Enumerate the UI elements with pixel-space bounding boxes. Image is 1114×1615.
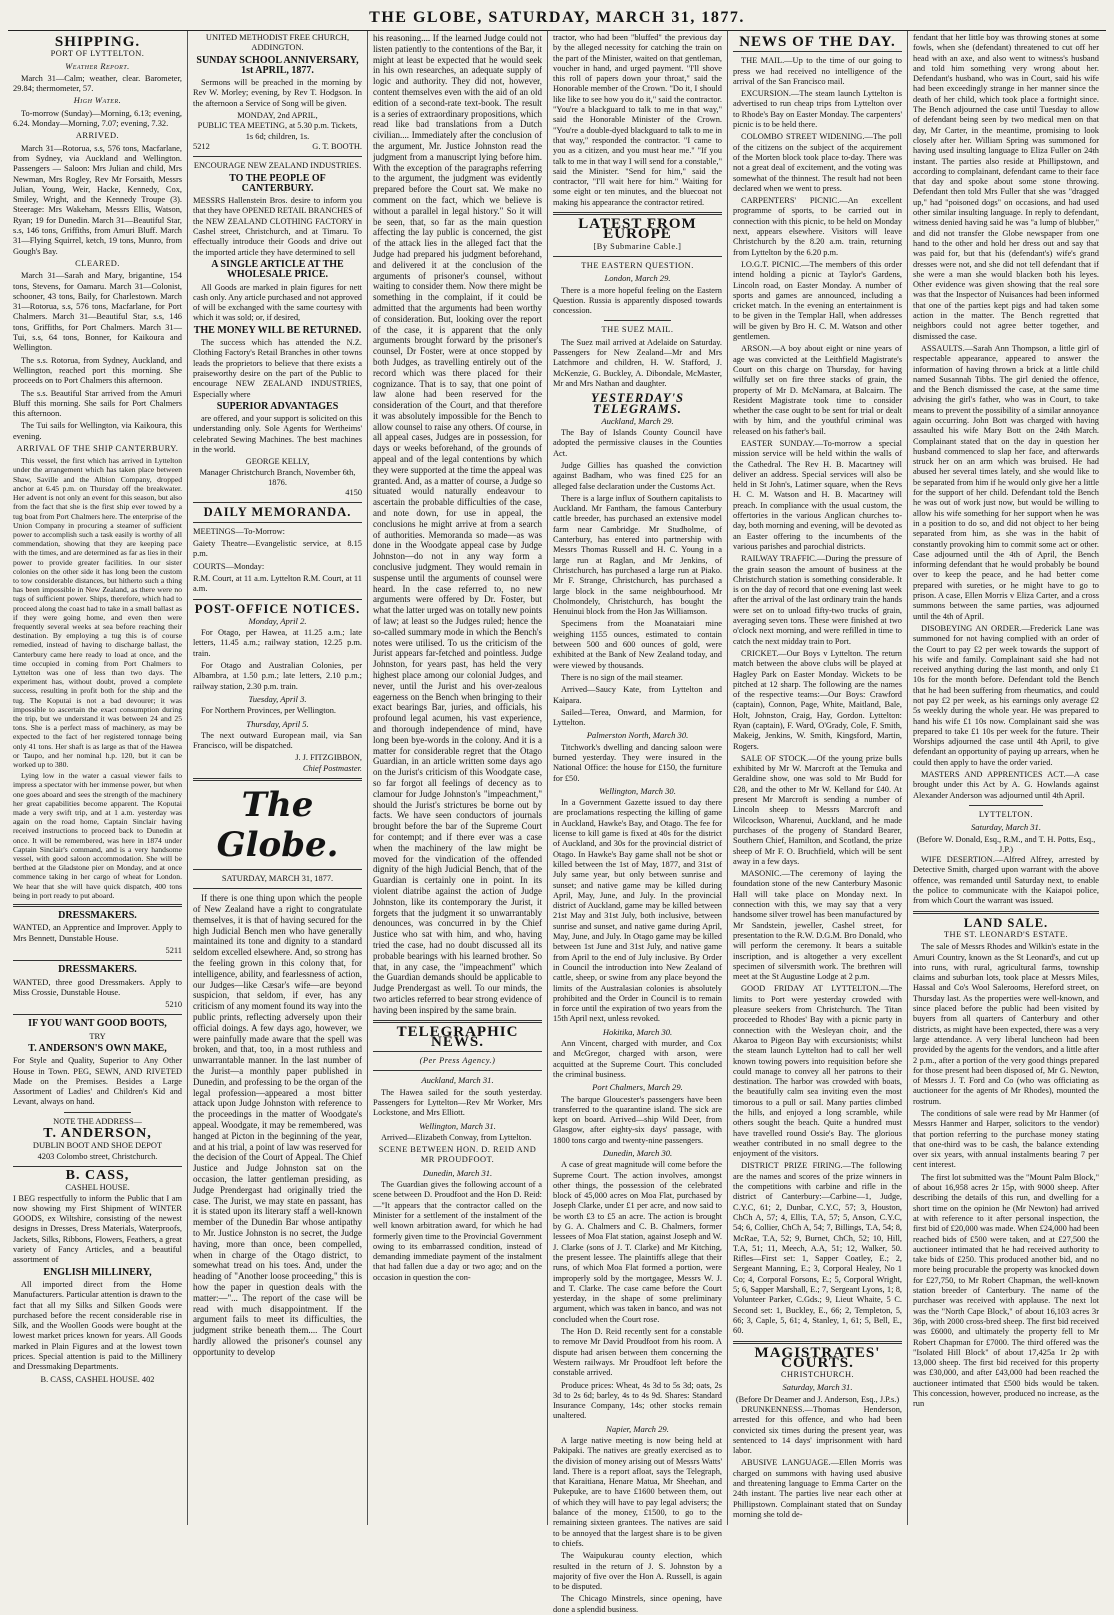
tea-number: 5212	[193, 141, 210, 151]
yest-6: Arrived—Saucy Kate, from Lyttelton and Kaipara.	[553, 685, 722, 705]
divider	[733, 51, 902, 52]
land-sale-2: The conditions of sale were read by Mr Hanmer (of Messrs Hanmer and Harper, solicitors to the vendor) that portion referring to the purchase money stating that one-third was to be cash, the balance extending over six years, with annual instalments bearing 7 per cent interest.	[913, 1108, 1099, 1170]
divider	[969, 805, 1043, 806]
eastern-heading: THE EASTERN QUESTION.	[581, 260, 694, 270]
boots-ad-text: For Style and Quality, Superior to Any Other House in Town. PEG, SEWN, AND RIVETED Made on the Premises. Besides a Large Assortment of Ladies' and Children's Kid and Levant, always on hand.	[13, 1056, 182, 1107]
dunedin-date-2: Dunedin, March 30.	[602, 1147, 673, 1158]
st-leonards-heading: THE ST. LEONARD'S ESTATE.	[943, 929, 1069, 939]
napier-text: A large native meeting is now being held at Pakipaki. The natives are greatly exercised as to the division of money arising out of Messrs Watts' land. There is a report afloat, says the Telegraph, that Karaitiana, Henare Matua, Mr Sheehan, and Pukepuke, are to have £1600 between them, out of which they will have to pay legal advisers; the balance of the money, £1500, to go to the remaining sixteen grantees. The natives are said to be annoyed that the largest share is to be given to chiefs.	[553, 1436, 722, 1548]
magistrates-heading: MAGISTRATES' COURTS.	[754, 1344, 881, 1371]
anderson-depot: DUBLIN BOOT AND SHOE DEPOT	[32, 1141, 163, 1151]
sunday-school-title: SUNDAY SCHOOL ANNIVERSARY, 1st APRIL, 1877.	[196, 54, 359, 76]
encourage-text-4: are offered, and your support is solicited on this understanding only. Sole Agents for Wertheims' celebrated Sewing Machines. The best machines in the world.	[193, 414, 362, 454]
arrived-text: March 31—Rotorua, s.s, 576 tons, Macfarlane, from Sydney, via Auckland and Wellington. Passengers — Saloon: Mrs Julian and child, Mrs Newman, Mrs Rogley, Rev Mr Forsaith, Messrs Julian, Young, Weir, Hacke, Kennedy, Cox, Smiley, Wright, and the Kennedy Troupe (3). Steerage: Mrs Wakeham, Messrs Ellis, Watson, Ryan; 19 for Dunedin. March 31—Beautiful Star, s.s, 146 tons, Griffiths, from Amuri Bluff. March 31—Flying Squirrel, ketch, 19 tons, Munro, from Gough's Bay.	[13, 143, 182, 256]
divider	[373, 1051, 542, 1052]
shipping-note-3: The Tui sails for Wellington, via Kaikoura, this evening.	[13, 421, 182, 441]
hokitika-text: Ann Vincent, charged with murder, and Cox and McGregor, charged with arson, were acquitted at the Supreme Court. This concluded the criminal business.	[553, 1039, 722, 1079]
lyttelton-date: Saturday, March 31.	[970, 822, 1042, 833]
dressmakers-ad-1-text: WANTED, an Apprentice and Improver. Apply to Mrs Bennett, Dunstable House.	[13, 923, 182, 943]
shipping-note-2: The s.s. Beautiful Star arrived from the Amuri Bluff this morning. She sails for Port Chalmers this afternoon.	[13, 388, 182, 419]
telegraphic-sub: (Per Press Agency.)	[419, 1056, 496, 1066]
memoranda-heading: DAILY MEMORANDA.	[203, 505, 352, 520]
post-date-1: Monday, April 2.	[248, 615, 307, 626]
scene-heading: SCENE BETWEEN HON. D. REID AND MR PROUDFOOT.	[378, 1145, 537, 1165]
telegraphic-heading: TELEGRAPHIC NEWS.	[396, 1023, 519, 1050]
divider	[193, 869, 362, 870]
wellington-date: Wellington, March 31.	[419, 1120, 496, 1131]
wellington-text-2: In a Government Gazette issued to day there are proclamations respecting the killing of game in Auckland, Hawke's Bay, and Otago. The fee for license to kill game is fixed at 40s for the district of Auckland, and 30s for the provincial district of Otago. In Hawke's Bay game shall not be shot or killed between the 1st of May, 1877, and 31st of July same year, but only between sunrise and sunset; and native game may be killed during April, May, June, and July. In the provincial district of Auckland, game may be killed between 21st May and 31st July, both inclusive, between sunrise and sunset, and native game during April, May, June, and July. In Otago game may be killed between 1st June and 31st July, and native game from April to the end of July inclusive. By Order in Council the introduction into New Zealand of cattle, sheep, or swine from any place beyond the limits of the Australasian colonies is absolutely prohibited and the Order in Council is to remain in force until the expiration of two years from the 15th April next, unless revoked.	[553, 798, 722, 1024]
news-railway: RAILWAY TRAFFIC.—During the pressure of the grain season the amount of business at the Christchurch station is something considerable. It is on the day of record that one evening last week after the arrival of the last ordinary train the hands were set on to unload fifty-two trucks of grain, averaging seven tons. These were finished at two o'clock next morning, and were refilled in time to catch the next midday train to Port.	[733, 554, 902, 646]
column-1	[8, 31, 188, 1525]
dunedin-text-2: The Hon D. Reid recently sent for a constable to remove Mr David Proudfoot from his room. A dispute had arisen between them concerning the Western railways. Mr Proudfoot left before the constable arrived.	[553, 1327, 722, 1378]
memo-meetings: MEETINGS—To-Morrow:	[193, 526, 285, 536]
kelly-name: GEORGE KELLY,	[245, 457, 310, 467]
columns	[8, 31, 1106, 1614]
dressmakers-ad-2-title: DRESSMAKERS.	[58, 964, 137, 976]
shipping-heading: SHIPPING.	[54, 34, 141, 50]
post-date-2: Tuesday, April 3.	[248, 693, 307, 704]
port-chalmers-text: The barque Gloucester's passengers have been transferred to the quarantine island. The sick are kept on board. Arrived—ship Wild Deer, from Glasgow, after eighty-six days' passage, with 1800 tons cargo and twenty-nine passengers.	[553, 1094, 722, 1145]
cleared-heading: CLEARED.	[75, 258, 120, 268]
yest-4: Specimens from the Moanataiari mine weighing 1155 ounces, estimated to contain between 500 and 600 ounces of gold, were exhibited at the Bank of New Zealand today, and were viewed by thousands.	[553, 619, 722, 670]
column-2	[188, 31, 368, 1525]
eastern-text: There is a more hopeful feeling on the Eastern Question. Russia is apparently disposed towards concession.	[553, 285, 722, 316]
christchurch-before: (Before Dr Deamer and J. Anderson, Esq., J.P.s.)	[735, 1394, 900, 1404]
auckland-text: The Hawea sailed for the south yesterday. Passengers for Lyttelton—Rev Mr Worker, Mrs Lockstone, and Mrs Elliott.	[373, 1087, 542, 1118]
suez-text: The Suez mail arrived at Adelaide on Saturday. Passengers for New Zealand—Mr and Mrs Latchmore and children, H. W. Stafford, J. McKenzie, G. Buckley, A. Dibondale, McMaster, Mr and Mrs Nathan and daughter.	[553, 337, 722, 388]
news-arson: ARSON.—A boy about eight or nine years of age was convicted at the Leithfield Magistrate's Court on this charge on Thursday, for having wilfully set on fire three stacks of grain, the property of Mr D. McNamara, at Balcairn. The Resident Magistrate took time to consider whether the case ought to be sent for trial or dealt with by him, and the youthful criminal was released on his father's bail.	[733, 344, 902, 436]
divider	[13, 1014, 182, 1015]
cass-number: 402	[141, 1374, 155, 1384]
masthead: THE GLOBE, SATURDAY, MARCH 31, 1877.	[8, 6, 1106, 31]
weather-report: March 31—Calm; weather, clear. Barometer, 29.84; thermometer, 57.	[13, 73, 182, 94]
court-continued: fendant that her little boy was throwing stones at some fowls, when she (defendant) threatened to cut off her head with an axe, and also went to witness's husband and told him something very wrong about her. Defendant's husband, who was in Court, said his wife had been exceedingly strange in her manner since the death of her child, which took place a fortnight since. The Bench adjourned the case until Tuesday to allow of defendant being seen by two medical men on that day, Mr Carter, in the meantime, promising to look closely after her. William Spring was summoned for having used insulting language to Eliza Fuller on 24th instant. The parties also reside at Phillipstown, and according to complainant, defendant came to their face that day and spoke about some stone throwing. Defendant then told Mrs Fuller that she was "dragged up," had "poisoned dogs" on occasions, and had used other similar insulting language. In reply to defendant, witness denied having said he was "a lump of blubber," and did not transfer the Globe newspaper from one hand to the other and hold her dress out and say that was paid for, but that his (defendant's) wife's grand dresses were not, and she did not tell defendant that if she were a man she would blacken both his leyes. Other evidence was given showing that the real sore was that the Inspector of Nuisances had been informed that one of the parties kept pigs and had taken some action in the matter. The Bench regretted that neighbors could not agree better together, and dismissed the case.	[913, 33, 1099, 341]
divider	[373, 1070, 542, 1071]
tea-meeting: PUBLIC TEA MEETING, at 5.30 p.m. Tickets, 1s 6d; children, 1s.	[197, 121, 358, 141]
divider	[604, 320, 672, 321]
post-3: For Northern Provinces, per Wellington.	[201, 706, 337, 716]
divider	[193, 522, 362, 523]
court-assaults: ASSAULTS.—Sarah Ann Thompson, a little girl of respectable appearance, appeared to answer the information of having thrown a brick at a little child named Susannah Tibbs. The girl denied the offence, and the Bench dismissed the case, at the same time advising the girl's father, who was in Court, to take means to prevent the possibility of a similar annoyance again occurring. John Bott was charged with having assaulted his wife Mary Bott on the 24th March. Complainant stated that on the day in question her husband commenced to slap her face, and afterwards struck her on an arm which was bruised. He had abused her several times lately, and she would like to be separated from him if he would only give her a little for the support of her child. Defendant told the Bench he was out of work just now, but would be willing to allow his wife something for her support when he was in a position to do so, and did not object to her being separated from him, as she was in the habit of constantly provoking him to commit some act or other. Case adjourned until the 4th of April, the Bench informing defendant that he would probably be bound over to keep the peace, and he had better come prepared with sureties, or he might have to go to prison. A case, Ellen Morris v Eliza Carter, and a cross summons between the same parties, was adjourned until the 4th of April.	[913, 343, 1099, 621]
sunday-school-text: Sermons will be preached in the morning by Rev W. Morley; evening, by Rev T. Hodgson. In the afternoon a Service of Song will be given.	[193, 78, 362, 108]
divider	[553, 256, 722, 257]
yesterday-heading: YESTERDAY'S TELEGRAMS.	[591, 391, 684, 416]
auckland-date-2: Auckland, March 29.	[601, 415, 674, 426]
land-sale-heading: LAND SALE.	[963, 915, 1049, 930]
dunedin-text-3: Produce prices: Wheat, 4s 3d to 5s 3d; oats, 2s 3d to 2s 6d; barley, 4s to 4s 9d. Shares: Standard Insurance Company, 14s; other stocks remain unaltered.	[553, 1380, 722, 1421]
cable-sub: [By Submarine Cable.]	[593, 241, 682, 251]
palmerston-date: Palmerston North, March 30.	[586, 730, 689, 741]
high-water-text: To-morrow (Sunday)—Morning, 6.13; evening, 6.24. Monday—Morning, 7.07; evening, 7.32.	[13, 108, 182, 129]
hokitika-date: Hokitika, March 30.	[602, 1026, 673, 1037]
post-sign-2: Chief Postmaster.	[302, 763, 362, 773]
port-heading: PORT OF LYTTELTON.	[50, 49, 145, 59]
news-iogt: I.O.G.T. PICNIC.—The members of this order intend holding a picnic at Taylor's Gardens, Lincoln road, on Easter Monday. A number of sports and games are announced, including a cricket match. In the evening an entertainment is to be given in the Templar Hall, when addresses will be given by Bro H. C. M. Watson and other gentlemen.	[733, 259, 902, 342]
news-easter: EASTER SUNDAY.—To-morrow a special mission service will be held within the walls of the Cathedral. The Rev H. B. Macartney will deliver an address. Special services will also be held in St John's, Latimer square, when the Revs H. C. M. Watson and H. B. Macartney will preach. In compliance with the usual custom, the offertories in the various Anglican churches to-day, both morning and evening, will be devoted as an Easter offering to the incumbents of the various parishes and parochial districts.	[733, 438, 902, 551]
canterbury-text: This vessel, the first which has arrived in Lyttelton under the arrangement which has taken place between Shaw, Saville and the Albion Company, dropped anchor at 6.45 p.m. on Thursday off the breakwater. Her advent is not only an event for this season, but also from the fact that she is the first ship ever towed by a tug boat from Port Chalmers here. The enterprise of the Union Company in procuring a steamer of sufficient power to accomplish such a task easily is worthy of all commendation, showing that they are keeping pace with the times, and are determined as far as lies in their power to provide greater facilities. In our sister colonies on the other side it has long been the custom to tow considerable distances, but hitherto such a thing has been impossible in New Zealand, as there were no tugs of sufficient power. Ships, therefore, which had to proceed along the coast had to take in a small ballast as if they were going home, and even then were frequently several weeks at sea before reaching their destination. By employing a tug this is of course remedied, instead of having to discharge ballast, the Canterbury came here ready to load at once, and the time occupied in coming from Port Chalmers to Lyttelton was one of less than two days. The experiment has, without doubt, proved a complete success, resulting in profit both for the ship and the tug. The Koputai is not a bad devourer; it was impossible to ascertain the exact consumption during the trip, but we understand it was between 24 and 25 tons. She is a perfect mass of machinery, as may be expected to the fact of her registered tonnage being only 41 tons. Her shaft is as large as that of the Hawea or Taupo, and her nominal h.p. 120, but it can be worked up to 380.	[13, 456, 182, 769]
cass-text: I BEG respectfully to inform the Public that I am now showing my First Shipment of WINTER GOODS, ex Wiltshire, consisting of the newest designs in Dresses, Dress Materials, Waterproofs, Jackets, Silks, Ribbons, Flowers, Feathers, a great variety of Fancy Articles, and a beautiful assortment of	[13, 1193, 182, 1265]
auckland-date: Auckland, March 31.	[421, 1075, 494, 1086]
canterbury-heading: ARRIVAL OF THE SHIP CANTERBURY.	[16, 443, 179, 453]
money-returned: THE MONEY WILL BE RETURNED.	[193, 324, 362, 336]
tea-signature	[193, 142, 362, 152]
lyttelton-heading: LYTTELTON.	[978, 809, 1034, 819]
single-article: A SINGLE ARTICLE AT THE WHOLESALE PRICE.	[211, 258, 344, 281]
anderson-street: 4203 Colombo street, Christchurch.	[37, 1151, 158, 1161]
column-5	[728, 31, 908, 1525]
encourage-text-2: All Goods are marked in plain figures for nett cash only. Any article purchased and not approved of will be exchanged with the same courtesy with which it was sold; or, if desired,	[193, 282, 362, 323]
palmerston-text: Titchwork's dwelling and dancing saloon were burned yesterday. They were insured in the National Office: the house for £150, the furniture for £50.	[553, 742, 722, 783]
divider	[553, 212, 722, 215]
napier-date: Napier, March 29.	[606, 1423, 669, 1434]
memo-1: Gaiety Theatre—Evangelistic service, at 8.15 p.m.	[193, 539, 362, 559]
yest-5: There is no sign of the mail steamer.	[561, 672, 683, 682]
post-4: The next outward European mail, via San Francisco, will be dispatched.	[193, 730, 362, 751]
divider	[193, 888, 362, 889]
court-masters: MASTERS AND APPRENTICES ACT.—A case brought under this Act by A. G. Howlands against Alexander Anderson was adjourned until 4th April.	[913, 770, 1099, 800]
column-6	[908, 31, 1104, 1525]
cleared-text: March 31—Sarah and Mary, brigantine, 154 tons, Stevens, for Oamaru. March 31—Colonist, schooner, 43 tons, Baily, for Charlestown. March 31—Rotorua, s.s, 576 tons, Macfarlane, for Port Chalmers. March 31—Beautiful Star, s.s, 146 tons, Griffiths, for Port Chalmers. March 31—Tui, s.s, 64 tons, Bonner, for Kaikoura and Wellington.	[13, 271, 182, 353]
divider	[913, 911, 1099, 914]
memo-2: R.M. Court, at 11 a.m. Lyttelton R.M. Court, at 11 a.m.	[193, 573, 362, 594]
court-disobeying: DISOBEYING AN ORDER.—Frederick Lane was summoned for not having complied with an order of the Court to pay £2 per week towards the support of his wife and family. Complainant said she had not received anything during the last month, and only £1 10s for the month before. Defendant told the Bench that he had been suffering from rheumatics, and could not pay £2 per week, as his earnings only average £2 5s weekly during the whole year. He was prepared to hand his wife £1 10s now. Complainant said she was prepared to take £1 10s per week for the future. Their Worships adjourned the case until 4th April, to give defendant an opportunity of paying up arrears, when he could then apply to have the order varied.	[913, 623, 1099, 767]
wellington-date-2: Wellington, March 30.	[599, 785, 676, 796]
news-mail: THE MAIL.—Up to the time of our going to press we had received no intelligence of the arrival of the San Francisco mail.	[733, 56, 902, 86]
news-carpenters: CARPENTERS' PICNIC.—An excellent programme of sports, to be carried out in connection with this picnic, to be held on Monday next, appears elsewhere. Visitors will leave Christchurch by the 8.20 a.m. train, returning from Lyttelton by the 6.20 p.m.	[733, 196, 902, 257]
divider	[13, 1166, 182, 1167]
post-1: For Otago, per Hawea, at 11.25 a.m.; late letters, 11.45 a.m.; railway station, 12.25 p.m. train.	[193, 628, 362, 658]
court-abusive: ABUSIVE LANGUAGE.—Ellen Morris was charged on summons with having used abusive and threatening language to Emma Carter on the 24th instant. The parties live near each other at Phillipstown. Complainant stated that on Sunday morning she told de-	[733, 1458, 902, 1519]
kelly-title: Manager Christchurch Branch, November 6th, 1876.	[199, 467, 356, 487]
napier-text-3: The Chicago Minstrels, since opening, have done a splendid business.	[553, 1594, 722, 1614]
yest-1: The Bay of Islands County Council have adopted the permissive clauses in the Counties Act.	[553, 428, 722, 458]
globe-date: SATURDAY, MARCH 31, 1877.	[221, 874, 334, 883]
news-colombo: COLOMBO STREET WIDENING.—The poll of the citizens on the subject of the acquirement of the Morten block took place to-day. There was not a great deal of excitement, and the voting was somewhat of the thinnest. The result had not been declared when we went to press.	[733, 132, 902, 193]
napier-text-2: The Waipukurau county election, which resulted in the return of J. S. Johnston by a majority of five over the Hon A. Russell, is again to be disputed.	[553, 1551, 722, 1592]
post-office-heading: POST-OFFICE NOTICES.	[194, 601, 361, 616]
to-people: TO THE PEOPLE OF CANTERBURY.	[229, 172, 326, 194]
monday-title: MONDAY, 2nd APRIL,	[237, 111, 318, 121]
divider	[193, 502, 362, 503]
cass-millinery: ENGLISH MILLINERY,	[43, 1266, 152, 1278]
news-sale: SALE OF STOCK.—Of the young prize bulls exhibited by Mr W. Marcroft at the Temuka and Geraldine show, one was sold to Mr Budd for £28, and the other to Mr W. Kelland for £40. At present Mr Marcroft is sending a number of Lincoln sheep to Messrs Marcroft and Wilcockson, Wharenui, Auckland, and he made purchases of the progeny of Standard Bearer, Southern Chief, Hamilton, and Scotland, the prize sheep of Mr F. O. Bruchfield, which will be sent away in a few days.	[733, 753, 902, 866]
dressmakers-ad-2-number: 5210	[165, 1000, 182, 1010]
news-good-friday: GOOD FRIDAY AT LYTTELTON.—The limits to Port were yesterday crowded with pleasure seekers from Christchurch. The Titan proceeded to Rhodes' Bay with a picnic party in connection with the Wesleyan choir, and the Akaroa to Pigeon Bay with excursionists; whilst the steam launch Lyttelton had to call her well known towing powers into requisition before she could manage to convey all her patrons to their destination. The harbor was crowded with boats, the beautifully calm sea inviting even the most timorous to a pull or sail. Many parties climbed the hills, and enjoyed a long scramble, while others sought the beach. Quite a hundred must have travelled round Ossie's Bay. The glorious weather contributed in no small degree to the enjoyment of the visitors.	[733, 984, 902, 1159]
kelly-number: 4150	[345, 488, 362, 498]
editorial-text: If there is one thing upon which the people of New Zealand have a right to congratulate themselves, it is that of having secured for the high Judicial Bench men who have generally maintained its tone and dignity to a standard seldom excelled elsewhere. And, so strong has the feeling grown in this colony that, for intelligence, ability, and fearlessness of action, our Judges—like Cæsar's wife—are beyond suspicion, that seldom, if ever, has any criticism of any moment found its way into the public prints, reflecting adversely upon their official doings. A few days ago, however, we were painfully made aware that the spell was broken, and that, too, in a most ruthless and unwarrantable manner. In the last number of the Jurist—a monthly paper published in Dunedin, and professing to be the organ of the legal profession—appeared a most bitter attack upon Judge Johnston with reference to the proceedings in the matter of Woodgate's appeal. Woodgate, it may be remembered, was hanged at Picton in the beginning of the year, and at his trial, a point of law was reserved for the decision of the Court of Appeal. The Chief Justice and Judge Johnston sat on the occasion, the latter gentleman presiding, as Judge Prendergast had originally tried the case. The Jurist, we may state en passant, has it is stated upon its literary staff a well-known member of the Dunedin Bar whose antipathy to Mr. Justice Johnston is no secret, the Judge having, more than once, been compelled, when in charge of the Otago district, to somewhat tread on his toes. And, under the heading of "Another loose proceeding," this is how the paper in question deals with the matter:—"... The report of the case will be read with much disappointment. If the argument fails to meet its difficulties, the judgment strike beneath them.... The Court hardly allowed the prisoner's counsel any opportunity to develop	[193, 893, 362, 1357]
encourage-text-3: The success which has attended the N.Z. Clothing Factory's Retail Branches in other towns leads the proprietors to believe that there exists a praiseworthy desire on the part of the Public to encourage NEW ZEALAND INDUSTRIES, Especially where	[193, 338, 362, 399]
news-prize-firing: DISTRICT PRIZE FIRING.—The following are the names and scores of the prize winners in the competitions with carbine and rifle in the district of Canterbury:—Carbine—1, Judge, C.Y.C, 61; 2, Dunbar, C.Y.C, 57; 3, Houston, ChCh A, 57; 4, Ellis, T.A, 57; 5, Anson, C.Y.C, 54; 6, Collier, ChCh A, 54; 7, Billings, T.A, 54; 8, McRae, T.A, 52; 9, Burnet, ChCh, 52; 10, Hill, T.A, 51; 11, Meech, A.A, 51; 12, Walker, 50. Rifles—First set: 1, Sapper Coatley, E.; 2, Sergeant Manning, E.; 3, Corporal Healey, No 1 Co; 4, Corporal Forsons, E.; 5, Corporal Wright, 5; 6, Sapper Marshall, E.; 7, Sergeant Lyons, 1; 8, Volunteer Parker, C.Gds.; 9, Lieut Whaite, 5 C. Second set: 1, Buckley, E., 66; 2, Templeton, 5, 66; 3, Caple, 5, 61; 4, Stanley, 1, 61; 5, Bell, E., 60.	[733, 1161, 902, 1336]
note-address-title: NOTE THE ADDRESS—	[53, 1116, 142, 1126]
post-2: For Otago and Australian Colonies, per Albambra, at 1.50 p.m.; late letters, 2.10 p.m.; railway station, 2.30 p.m. train.	[193, 661, 362, 691]
shipping-note-1: The s.s. Rotorua, from Sydney, Auckland, and Wellington, reached port this morning. She proceeds on to Port Chalmers this afternoon.	[13, 355, 182, 386]
dressmakers-ad-1-number: 5211	[165, 945, 182, 955]
news-cricket: CRICKET.—Our Boys v Lyttelton. The return match between the above clubs will be played at Hagley Park on Easter Monday. Wickets to be pitched at 12 sharp. The following are the names of the respective teams:—Our Boys: Crawford (captain), Connon, Page, White, Maitland, Bale, Holt, Johnston, Craig, Hay, Gordon. Lyttelton: Ryan (captain), F. Ward, O'Grady, Cole, F. Smith, Makeig, Jenkins, W. Smith, Kingsford, Martin, Rogers.	[733, 648, 902, 751]
column-3	[368, 31, 548, 1525]
news-excursion: EXCURSION.—The steam launch Lyttelton is advertised to run cheap trips from Lyttelton over to Rhode's Bay on Easter Monday. The carpenters' picnic is to be held there.	[733, 89, 902, 130]
globe-nameplate: The Globe.	[216, 785, 339, 865]
land-sale-1: The sale of Messrs Rhodes and Wilkin's estate in the Amuri Country, known as the St Leonard's, and cut up into runs, with rural, agricultural farms, township claims and suburban lots, took place at Messrs Miles, Hassal and Co's Wool Salerooms, Hereford street, on Thursday last. As the properties were well-known, and since placed before the public had been visited by buyers from all quarters of Canterbury and other districts, as might have been expected, there was a very large attendance. A very liberal luncheon had been provided by the agents for the vendors, and a little after 2 p.m., after a portion of the very good things prepared for those present had been disposed of, Mr G. Newton, of Messrs J. T. Ford and Co (who was officiating as auctioneer for the agents of Mr Rhodes), mounted the rostrum.	[913, 942, 1099, 1106]
divider	[13, 904, 182, 907]
high-water-heading: High Water.	[73, 96, 122, 106]
cass-text-2: All imported direct from the Home Manufacturers. Particular attention is drawn to the fact that all my Silks and Silken Goods were purchased before the recent considerable rise in Silk, and the Woollen Goods were bought at the lowest market prices known for years. All Goods marked in Plain Figures and at the lowest town prices. Special attention is paid to the Millinery and Dressmaking Departments.	[13, 1279, 182, 1372]
methodist-title: UNITED METHODIST FREE CHURCH, ADDINGTON.	[205, 33, 350, 53]
lyttelton-before: (Before W. Donald, Esq., R.M., and T. H. Potts, Esq., J.P.)	[916, 834, 1096, 854]
scene-text: The Guardian gives the following account of a scene between D. Proudfoot and the Hon D. Reid:—"It appears that the contractor called on the Minister for a settlement of the instalment of the well known arbitration award, for which he had formerly given time to the Provincial Government owing to its embarrassed condition, instead of demanding immediate payment of the instalment that had fallen due a day or two ago; and on the occasion in question the con-	[373, 1180, 542, 1282]
yest-7: Sailed—Terea, Onward, and Marmion, for Lyttelton.	[553, 707, 722, 728]
yest-3: There is a large influx of Southern capitalists to Auckland. Mr Fantham, the famous Canterbury cattle breeder, has purchased an extensive model farm near Cambridge. Mr Studholme, of Canterbury, has entered into partnership with Messrs Thomas Russell and H. C. Young in a large run at Raglan, and Mr Jenkins, of Christchurch, has purchased a large run at Piako. Mr F. Strange, Christchurch, has purchased a large block in the same neighbourhood. Mr Cholmondely, Christchurch, has bought the Henuinui block from the Hon Jas Williamson.	[553, 493, 722, 617]
christchurch-date: Saturday, March 31.	[782, 1382, 853, 1393]
dressmakers-ad-2-text: WANTED, three good Dressmakers. Apply to Miss Crossie, Dunstable House.	[13, 977, 182, 997]
divider	[373, 1020, 542, 1023]
boots-ad-name: T. ANDERSON'S OWN MAKE,	[28, 1043, 167, 1054]
superior-advantages: SUPERIOR ADVANTAGES	[216, 400, 339, 412]
cass-signature	[13, 1375, 182, 1385]
court-wife-desertion: WIFE DESERTION.—Alfred Alfrey, arrested by Detective Smith, charged upon warrant with the above offence, was remanded until Saturday next, to enable the police to communicate with the Kaiapoi police, from which Court the warrant was issued.	[913, 855, 1099, 906]
encourage-text: MESSRS Hallenstein Bros. desire to inform you that they have OPENED RETAIL BRANCHES of the NEW ZEALAND CLOTHING FACTORY in Cashel street, Christchurch, and at Timaru. To effectually introduce their Goods and drive out the imported article they have determined to sell	[193, 196, 362, 257]
post-sign: J. J. FITZGIBBON,	[295, 753, 362, 763]
dunedin-date: Dunedin, March 31.	[422, 1167, 493, 1178]
dressmakers-ad-1-title: DRESSMAKERS.	[58, 910, 137, 922]
post-date-3: Thursday, April 5.	[246, 718, 309, 729]
boots-ad-title: IF YOU WANT GOOD BOOTS,	[28, 1018, 167, 1030]
divider	[193, 599, 362, 600]
news-of-day-heading: NEWS OF THE DAY.	[739, 34, 896, 50]
anderson-name: T. ANDERSON,	[43, 1126, 152, 1142]
divider	[193, 156, 362, 157]
port-chalmers-date: Port Chalmers, March 29.	[592, 1082, 683, 1093]
dunedin-text: A case of great magnitude will come before the Supreme Court. The action involves, amongst other things, the possession of the celebrated block of 45,000 acres on Moa Flat, purchased by Joseph Clarke, under £1 per acre, and now said to be worth £3 to £5 an acre. The action is brought by G. A. Chalmers and C. B. Chalmers, former lessees of Moa Flat station, against Joseph and W. J. Clarke (sons of J. T. Clarke) and Mr Kitching, the present lessee. The plaintiffs allege that their runs, of which Moa Flat formed a portion, were improperly sold by the mortgagee, Messrs W. J. and T. Clarke. The case came before the Court yesterday, in the shape of some preliminary argument, which was taken in banco, and was not concluded when the Court rose.	[553, 1160, 722, 1324]
arrived-heading: ARRIVED.	[75, 131, 120, 141]
cass-sign: B. CASS, CASHEL HOUSE.	[40, 1374, 140, 1384]
scene-continued: tractor, who had been "bluffed" the previous day by the alleged necessity for catching the train on the part of the Minister, waited on that gentleman, voucher in hand, and urged payment. "I'll shove this roll of papers down your throat," said the Honorable member of the Crown. "Do it, I should like like to see how you do it," said the contractor. "You're a blackguard to talk to me in that way," said the Honorable Minister of the Crown. "You're a double-dyed blackguard to talk to me in that way," responded the contractor. "I came to you as a citizen, and you must hear me." "If you talk to me in that way I will send for a constable," said the Minister. "Send for him," said the contractor, "I'll wait here for him." Waiting for some eight or ten minutes, and the bluecoat not making his appearance the contractor retired.	[553, 33, 722, 207]
latest-europe-heading: LATEST FROM EUROPE	[578, 216, 697, 243]
divider	[733, 1341, 902, 1344]
encourage-title: ENCOURAGE NEW ZEALAND INDUSTRIES.	[193, 161, 362, 171]
tea-sign: G. T. BOOTH.	[312, 141, 362, 151]
suez-heading: THE SUEZ MAIL.	[601, 325, 674, 335]
cass-name: B. CASS,	[65, 1167, 130, 1183]
yest-2: Judge Gillies has quashed the conviction against Badham, who was fined £25 for an alleged false declaration under the Customs Act.	[553, 460, 722, 491]
news-masonic: MASONIC.—The ceremony of laying the foundation stone of the new Canterbury Masonic Hall will take place on Monday next. In connection with this, we may say that a very handsome silver trowel has been manufactured by Mr Sandstein, jeweller, Cashel street, for presentation to the R.W. D.G.M. Bro Donald, who will perform the ceremony. It bears a suitable inscription, and is altogether a very excellent specimen of silversmith work. The brethren will meet at the St Augustine Lodge at 2 p.m.	[733, 869, 902, 982]
divider	[13, 960, 182, 961]
editorial-continued: his reasoning.... If the learned Judge could not listen patiently to the contentions of the Bar, it might at least be expected that he would seek in his own researches, an adequate supply of logic and authority. They did not, however, content themselves even with the aid of an old edition of a second-rate text-book. The result is a series of extraordinary propositions, which read like bad translations from a Dutch civilian.... Immediately after the conclusion of the argument, Mr. Justice Johnston read the judgment from a manuscript lying before him. With the exception of the paragraphs referring to the argument, the judgment was evidently prepared before the Court sat. We make no comment on the fact, which we believe is without a parallel in legal history." So it will be seen, that, so far as the main question affecting the lay public is concerned, the gist of the attack lies in the alleged fact that the Judge had prepared his judgment beforehand, and delivered it at the conclusion of the arguments of prisoner's counsel, without waiting to consider them. Now there might be something in the complaint, if it could be admitted that the arguments had been worthy of consideration. But, looking over the report of the case, it is apparent that the only arguments brought forward by the prisoner's counsel, Dr Foster, were at once stopped by both Judges, as travelling entirely out of the record which was there placed for their cognizance. That is to say, that one point of law alone had been reserved for the consideration of the Court, and that therefore it was absolutely impossible for the Bench to allow counsel to raise any others. Of course, in all appeal cases, Judges are in possession, for days or weeks beforehand, of the grounds of appeal and of the legal contentions by which they were supported at the time the appeal was granted. And, as a matter of course, a Judge so situated would naturally endeavour to ascertain the probable difficulties of the case, and note down, for use in appeal, the conclusions he might arrive at from a search of authorities. Memoranda so made—as was done in the Woodgate appeal case by Judge Johnston—do not in any way form a conclusive judgment. They would remain in suspense until the arguments of counsel were heard. In the case referred to, no new arguments were offered by Dr. Foster, but what the latter urged was on totally new points of law; at least so the Judges ruled; hence the so-called summary mode in which the Bench's notes were utilised. To us the criticism of the Jurist appears far-fetched and pointless. Judge Johnston, for years past, has held the very highest place among our colonial Judges, and never, until the Jurist and his over-zealous eagerness on the Bench when bringing to their exact bearings Bar, juries, and officials, his profound legal acumen, his vast experience, and thorough independence of mind, have long been bye-words in the colony. And it is a matter for considerable regret that the Otago Guardian, in an article written some days ago on the Jurist's criticism of this Woodgate case, so far forgot all feelings of decency as to clamour for Judge Johnston's "impeachment," should the Jurist's strictures be borne out by facts. We have seen conductors of journals brought before the bar of the Supreme Court for contempt; and if there ever was a case when the machinery of the law might be moved for the vindication of the offended dignity of the high Judicial Bench, that of the Guardian is certainly one in point. In its violent diatribe against the action of Judge Johnston, like its contemporary the Jurist, it forgets that the judgment it so unwarrantably denounces, was concurred in by the Chief Justice who sat with him, and who, having tried the case, had no doubt discussed all its probable bearings with his learned brother. So that, in any case, the "impeachment" which the Guardian demands should be applicable to Judge Prendergast as well. To our minds, the two articles referred to bear strong evidence of having been inspired by the same brain.	[373, 33, 542, 1015]
london-date: London, March 29.	[604, 273, 671, 284]
court-drunkenness: DRUNKENNESS.—Thomas Henderson, arrested for this offence, and who had been convicted six times during the present year, was sentenced to 14 days' imprisonment with hard labor.	[733, 1405, 902, 1456]
land-sale-3: The first lot submitted was the "Mount Palm Block," of about 16,958 acres 2r 15p, with 9000 sheep. After describing the details of this run, and dwelling for a short time on the opinion he (Mr Newton) had arrived at with reference to it after personal inspection, the first bid of £20,000 was made. When £24,000 had been reached bids of £500 were taken, and at £27,500 the auctioneer intimated that he had received authority to take bids of £250. This produced another bid, and no more being procurable the property was knocked down for £27,750, to Mr Robert Chapman, the well-known station breeder of Canterbury. The name of the purchaser was received with applause. The next lot was the "North Cape Block," of about 16,103 acres 3r 36p, with 2000 cross-bred sheep. The first bid received was £6000, and ultimately the property fell to Mr Robert Chapman for £7000. The third offered was the "Isolated Hill Block" of about 17,425a 1r 2p with 13,000 sheep. The first bid received for this property was £30,000, and after £43,000 had been reached the auctioneer intimated that £500 bids would be taken. This concession, however, produced no increase, as the run	[913, 1172, 1099, 1409]
canterbury-text-2: Lying low in the water a casual viewer fails to impress a spectator with her immense power, but when one goes aboard and sees the strength of the machinery her great capabilities become apparent. The Koputai made a very swift trip, and at 1 a.m. yesterday was again on the road home, Captain Sinclair having received instructions to proceed back to Dunedin at once. It will be remembered, was here in 1874 under Captain Sinclair's command, and is a very handsome vessel, with good saloon accommodation. She will be berthed at the Gladstone pier on Monday, and at once commence taking in her cargo of wheat for London. We hear that she will have quick dispatch, 400 tons being in port ready to put aboard.	[13, 771, 182, 900]
divider	[193, 778, 362, 781]
boots-ad-try: TRY	[89, 1031, 106, 1041]
wellington-text: Arrived—Elizabeth Conway, from Lyttelton.	[381, 1132, 532, 1142]
cass-house: CASHEL HOUSE.	[65, 1183, 130, 1193]
memo-courts: COURTS—Monday:	[193, 561, 265, 571]
weather-heading: Weather Report.	[65, 61, 130, 71]
divider	[64, 1112, 132, 1113]
column-4	[548, 31, 728, 1614]
christchurch-heading: CHRISTCHURCH.	[780, 1370, 855, 1380]
